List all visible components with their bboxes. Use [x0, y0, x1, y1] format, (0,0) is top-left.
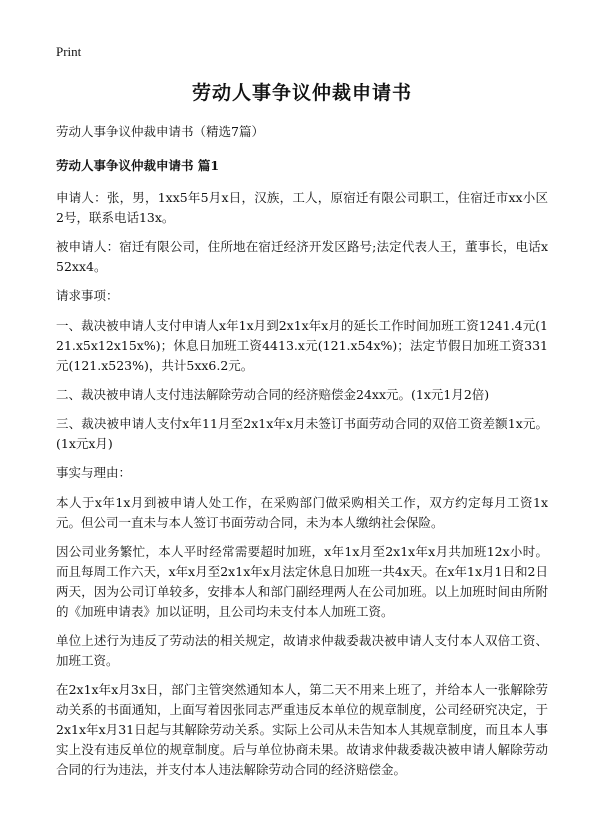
section-heading: 劳动人事争议仲裁申请书 篇1: [56, 158, 220, 173]
paragraph-claims-heading: 请求事项：: [56, 288, 119, 303]
paragraph-facts-1: 本人于x年1x月到被申请人处工作，在采购部门做采购相关工作，双方约定每月工资1x元。但公司一直未与本人签订书面劳动合同，未为本人缴纳社会保险。: [56, 495, 548, 530]
paragraph-facts-2: 因公司业务繁忙，本人平时经常需要超时加班，x年1x月至2x1x年x月共加班12x小时。而且每周工作六天，x年x月至2x1x年x月法定休息日加班一共4x天。在x年1x月1日和2日两天，因为公司订单较多，安排本人和部门副经理两人在公司加班。以上加班时间由所附的《加班申请表》加以证明，且公司均未支付本人加班工资。: [56, 544, 548, 619]
paragraph-claim-2: 二、裁决被申请人支付违法解除劳动合同的经济赔偿金24xx元。(1x元1月2倍): [56, 387, 490, 402]
paragraph-facts-4: 在2x1x年x月3x日，部门主管突然通知本人，第二天不用来上班了，并给本人一张解除劳动关系的书面通知，上面写着因张同志严重违反本单位的规章制度，公司经研究决定，于2x1x年x月31日起与其解除劳动关系。实际上公司从未告知本人其规章制度，而且本人事实上没有违反单位的规章制度。后与单位协商未果。故请求仲裁委裁决被申请人解除劳动合同的行为违法，并支付本人违法解除劳动合同的经济赔偿金。: [56, 682, 548, 777]
paragraph-facts-heading: 事实与理由：: [56, 465, 132, 480]
paragraph-applicant: 申请人：张，男，1xx5年5月x日，汉族，工人，原宿迁有限公司职工，住宿迁市xx小区2号，联系电话13x。: [56, 190, 548, 225]
paragraph-claim-3: 三、裁决被申请人支付x年11月至2x1x年x月未签订书面劳动合同的双倍工资差额1x元。(1x元x月): [56, 416, 548, 451]
document-title: 劳动人事争议仲裁申请书: [191, 82, 412, 104]
document-subtitle: 劳动人事争议仲裁申请书（精选7篇）: [56, 124, 264, 139]
print-label: Print: [56, 44, 82, 59]
paragraph-claim-1: 一、裁决被申请人支付申请人x年1x月到2x1x年x月的延长工作时间加班工资1241.4元(121.x5x12x15x%)；休息日加班工资4413.x元(121.x54x%)；法定节假日加班工资331元(121.x523%)，共计5xx6.2元。: [56, 318, 548, 373]
paragraph-facts-3: 单位上述行为违反了劳动法的相关规定，故请求仲裁委裁决被申请人支付本人双倍工资、加班工资。: [56, 633, 548, 668]
paragraph-respondent: 被申请人：宿迁有限公司，住所地在宿迁经济开发区路号;法定代表人王，董事长，电话x52xx4。: [56, 239, 548, 274]
